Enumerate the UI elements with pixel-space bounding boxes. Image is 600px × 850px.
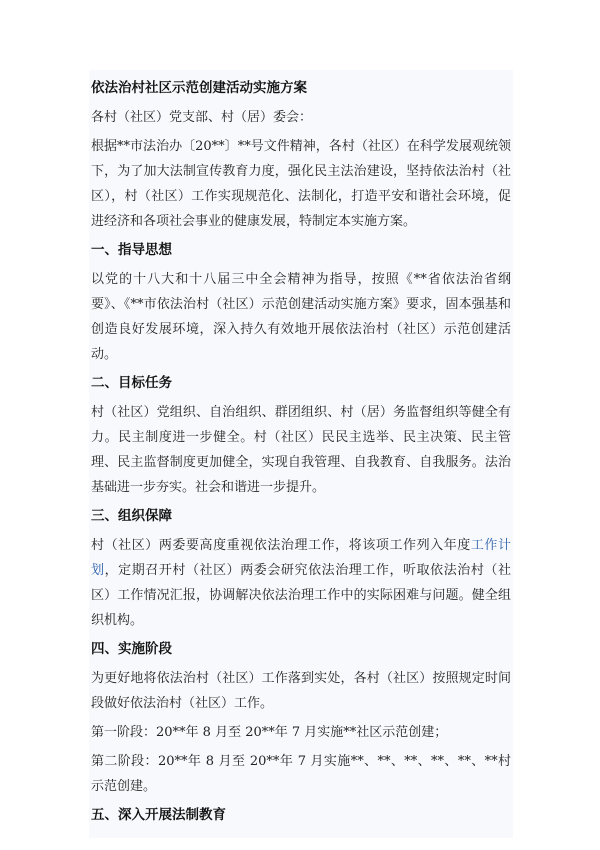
section-body-goals: 村（社区）党组织、自治组织、群团组织、村（居）务监督组织等健全有力。民主制度进一步健全。村（社区）民民主选举、民主决策、民主管理、民主监督制度更加健全，实现自我管理、自我教育、自我服务。法治基础进一步夯实。社会和谐进一步提升。 <box>91 405 511 495</box>
organization-text-after-link: ，定期召开村（社区）两委会研究依法治理工作，听取依法治村（社区）工作情况汇报，协调解决依法治理工作中的实际困难与问题。健全组织机构。 <box>91 563 511 628</box>
organization-text-before-link: 村（社区）两委要高度重视依法治理工作，将该项工作列入年度 <box>91 538 471 553</box>
intro-paragraph: 根据**市法治办〔20**〕**号文件精神，各村（社区）在科学发展观统领下，为了加大法制宣传教育力度，强化民主法治建设，坚持依法治村（社区），村（社区）工作实现规范化、法制化，打造平安和谐社会环境，促进经济和各项社会事业的健康发展，特制定本实施方案。 <box>91 139 511 229</box>
section-heading-guiding-ideology: 一、指导思想 <box>91 242 172 258</box>
phase-two: 第二阶段：20**年 8 月至 20**年 7 月实施**、**、**、**、**、**村示范创建。 <box>91 754 511 794</box>
section-heading-implementation: 四、实施阶段 <box>91 641 172 657</box>
section-body-organization <box>89 533 513 633</box>
section-body-implementation: 为更好地将依法治村（社区）工作落到实处，各村（社区）按照规定时间段做好依法治村（社区）工作。 <box>91 671 511 711</box>
phase-one: 第一阶段：20**年 8 月至 20**年 7 月实施**社区示范创建； <box>91 725 448 740</box>
document-body <box>89 70 513 838</box>
section-heading-goals: 二、目标任务 <box>91 375 172 391</box>
document-title: 依法治村社区示范创建活动实施方案 <box>91 80 307 96</box>
section-body-guiding-ideology: 以党的十八大和十八届三中全会精神为指导，按照《**省依法治省纲要》、《**市依法治村（社区）示范创建活动实施方案》要求，固本强基和创造良好发展环境，深入持久有效地开展依法治村（社区）示范创建活动。 <box>91 272 511 362</box>
work-plan-link[interactable]: 工作计划 <box>91 538 511 578</box>
section-heading-organization: 三、组织保障 <box>91 508 172 524</box>
section-heading-legal-education: 五、深入开展法制教育 <box>91 807 226 823</box>
salutation: 各村（社区）党支部、村（居）委会： <box>91 110 313 125</box>
